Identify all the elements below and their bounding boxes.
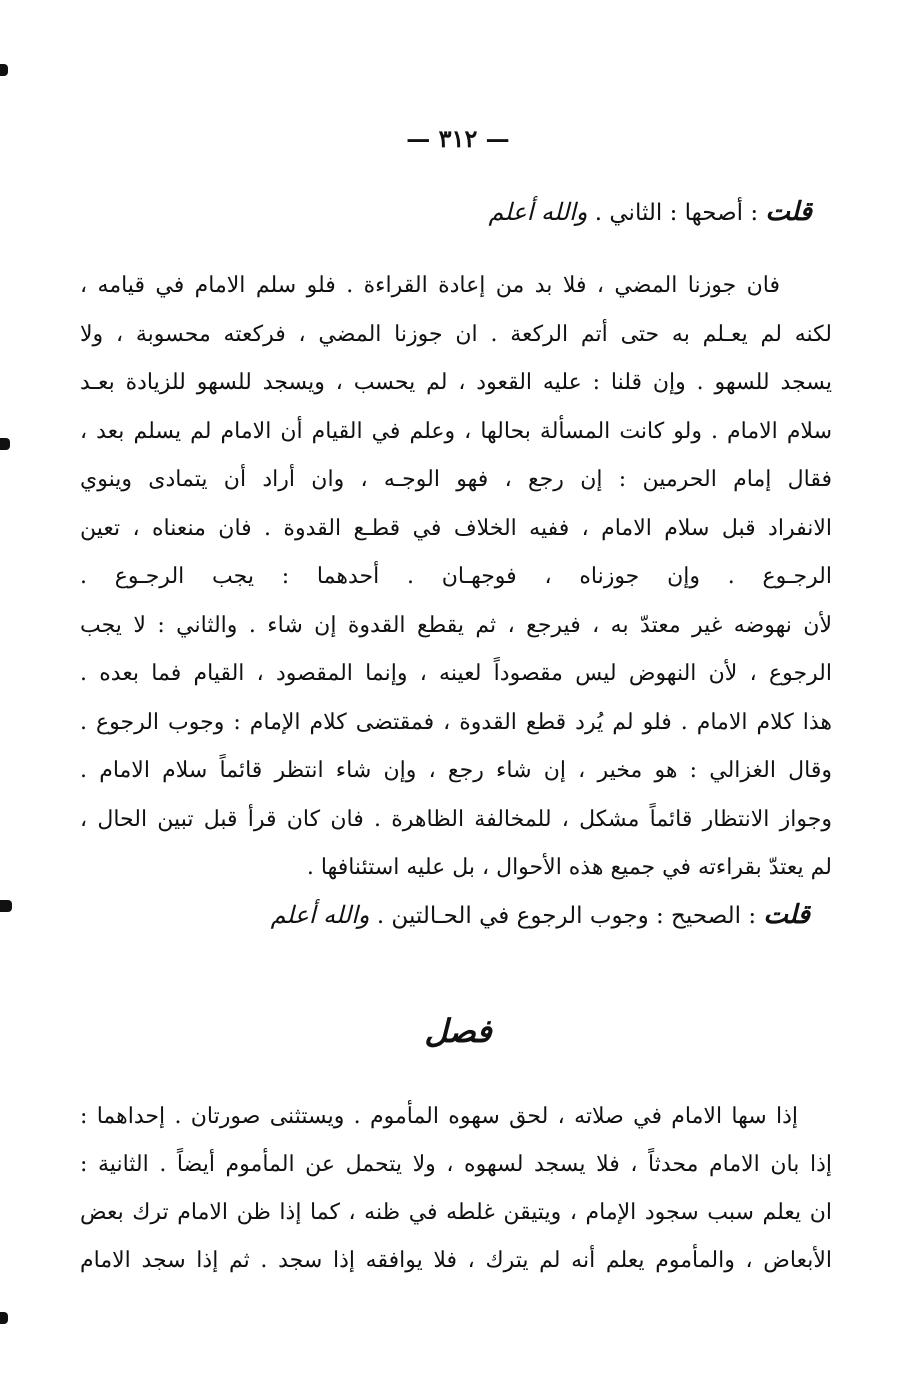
text-line: الأبعاض ، والمأموم يعلم أنه لم يترك ، فلا يوافقه إذا سجد . ثم إذا سجد الامام [80, 1248, 832, 1273]
paragraph-1 [80, 262, 832, 893]
qult-label: قلت [763, 900, 810, 930]
text-line: فان جوزنا المضي ، فلا بد من إعادة القراءة . فلو سلم الامام في قيامه ، [80, 273, 780, 298]
margin-mark [0, 438, 10, 450]
text-line: وقال الغزالي : هو مخير ، إن شاء رجع ، وإن شاء انتظر قائماً سلام الامام . [80, 758, 832, 783]
qult-text: : الصحيح : وجوب الرجوع في الحـالتين . [376, 903, 757, 929]
paragraph-2 [80, 1093, 832, 1285]
text-line: ان يعلم سبب سجود الإمام ، ويتيقن غلطه في ظنه ، كما إذا ظن الامام ترك بعض [80, 1200, 832, 1225]
text-line: لأن نهوضه غير معتدّ به ، فيرجع ، ثم يقطع القدوة إن شاء . والثاني : لا يجب [80, 612, 832, 638]
margin-mark [0, 64, 8, 76]
text-line: إذا بان الامام محدثاً ، فلا يسجد لسهوه ، ولا يتحمل عن المأموم أيضاً . الثانية : [80, 1152, 832, 1177]
text-line: لم يعتدّ بقراءته في جميع هذه الأحوال ، بل عليه استئنافها . [306, 855, 832, 880]
qult-closing: والله أعلم [488, 198, 588, 226]
section-heading: فصل [424, 1012, 492, 1050]
text-line: سلام الامام . ولو كانت المسألة بحالها ، وعلم في القيام أن الامام لم يسلم بعد ، [80, 418, 832, 444]
text-line: الرجـوع . وإن جوزناه ، فوجهـان . أحدهما : يجب الرجـوع . [80, 564, 832, 589]
qult-statement-2 [70, 893, 810, 938]
text-line: وجواز الانتظار قائماً مشكل ، للمخالفة الظاهرة . فان كان قرأ قبل تبين الحال ، [80, 806, 832, 832]
text-line: إذا سها الامام في صلاته ، لحق سهوه المأموم . ويستثنى صورتان . إحداهما : [80, 1104, 798, 1129]
text-line: فقال إمام الحرمين : إن رجع ، فهو الوجـه ، وان أراد أن يتمادى وينوي [80, 467, 832, 492]
text-line: هذا كلام الامام . فلو لم يُرد قطع القدوة ، فمقتضى كلام الإمام : وجوب الرجوع . [80, 709, 832, 735]
text-line: الرجوع ، لأن النهوض ليس مقصوداً لعينه ، وإنما المقصود ، القيام فما بعده . [80, 661, 832, 686]
text-line: يسجد للسهو . وإن قلنا : عليه القعود ، لم يحسب ، ويسجد للسهو للزيادة بعـد [80, 370, 832, 395]
qult-text: : أصحها : الثاني . [594, 200, 759, 226]
qult-label: قلت [765, 197, 812, 227]
margin-mark [0, 1312, 8, 1324]
qult-closing: والله أعلم [270, 901, 370, 929]
margin-mark [0, 900, 12, 912]
text-line: لكنه لم يعـلم به حتى أتم الركعة . ان جوزنا المضي ، فركعته محسوبة ، ولا [80, 321, 832, 347]
qult-statement-1 [72, 190, 812, 235]
page-number: — ٣١٢ — [406, 124, 510, 153]
text-line: الانفراد قبل سلام الامام ، ففيه الخلاف في قطـع القدوة . فان منعناه ، تعين [80, 515, 832, 541]
